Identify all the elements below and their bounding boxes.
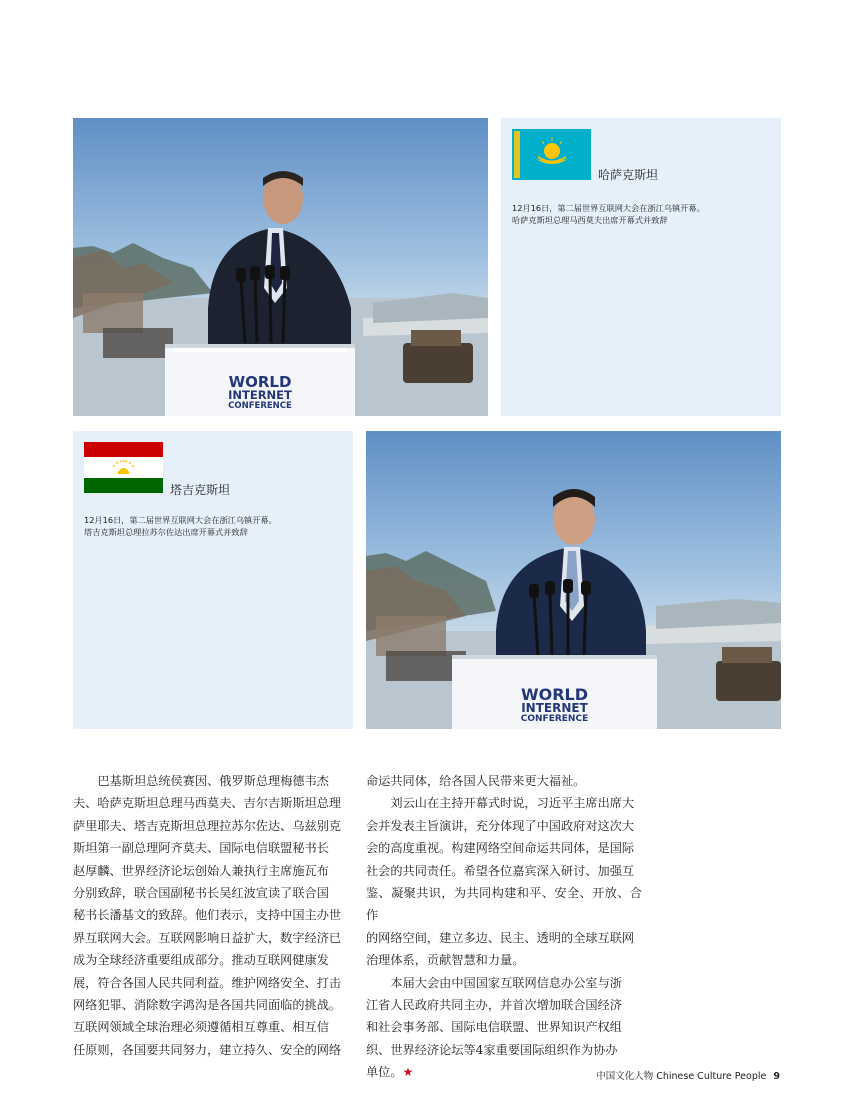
- text-line: 会的高度重视。构建网络空间命运共同体，是国际: [366, 841, 635, 856]
- page-footer: [596, 1068, 780, 1082]
- text-line: 任原则，各国要共同努力，建立持久、安全的网络: [73, 1042, 342, 1057]
- text-line: 赵厚麟、世界经济论坛创始人兼执行主席施瓦布: [73, 863, 329, 878]
- text-line: 的网络空间，建立多边、民主、透明的全球互联网: [366, 930, 635, 945]
- country-name: 哈萨克斯坦: [598, 168, 659, 182]
- text-line: 展，符合各国人民共同利益。维护网络安全、打击: [73, 975, 342, 990]
- podium-logo-line: WORLD: [228, 373, 292, 391]
- caption-line: 12月16日，第二届世界互联网大会在浙江乌镇开幕。: [84, 515, 277, 525]
- text-line: 和社会事务部、国际电信联盟、世界知识产权组: [366, 1020, 622, 1035]
- podium-logo-line: WORLD: [520, 685, 589, 704]
- body-column-right: [366, 770, 642, 1084]
- text-line: 鉴、凝聚共识，为共同构建和平、安全、开放、合作: [366, 886, 642, 923]
- text-line: 巴基斯坦总统侯赛因、俄罗斯总理梅德韦杰: [97, 774, 329, 788]
- text-line: 织、世界经济论坛等4家重要国际组织作为协办: [366, 1042, 618, 1057]
- text-line-end: 单位。: [366, 1065, 403, 1080]
- text-line: 夫、哈萨克斯坦总理马西莫夫、吉尔吉斯斯坦总理: [73, 796, 342, 811]
- magazine-name: 中国文化人物 Chinese Culture People: [596, 1071, 767, 1082]
- text-line: 命运共同体，给各国人民带来更大福祉。: [366, 774, 586, 788]
- photo-kazakhstan-pm: [73, 118, 488, 416]
- text-line: 秘书长潘基文的致辞。他们表示，支持中国主办世: [73, 908, 342, 923]
- podium-logo: [462, 687, 647, 725]
- text-line: 社会的共同责任。希望各位嘉宾深入研讨、加强互: [366, 863, 635, 878]
- podium-logo-line: CONFERENCE: [228, 401, 292, 411]
- text-line: 互联网领域全球治理必须遵循相互尊重、相互信: [73, 1020, 329, 1035]
- body-column-left: [73, 770, 349, 1061]
- text-line: 治理体系，贡献智慧和力量。: [366, 953, 525, 968]
- photo-caption: [512, 202, 774, 226]
- caption-panel-kazakhstan: [501, 118, 781, 416]
- photo-caption: [84, 514, 346, 538]
- tajikistan-flag-icon: [84, 442, 163, 493]
- text-line: 成为全球经济重要组成部分。推动互联网健康发: [73, 953, 329, 968]
- podium-logo-line: INTERNET: [228, 388, 292, 402]
- caption-line: 12月16日，第二届世界互联网大会在浙江乌镇开幕。: [512, 203, 705, 213]
- text-line: 网络犯罪、消除数字鸿沟是各国共同面临的挑战。: [73, 998, 342, 1013]
- country-name: 塔吉克斯坦: [170, 483, 231, 497]
- text-line: 萨里耶夫、塔吉克斯坦总理拉苏尔佐达、乌兹别克: [73, 818, 342, 833]
- text-line: 界互联网大会。互联网影响日益扩大，数字经济已: [73, 930, 342, 945]
- caption-line: 塔吉克斯坦总理拉苏尔佐达出席开幕式并致辞: [84, 527, 248, 537]
- text-line: 刘云山在主持开幕式时说，习近平主席出席大: [390, 796, 635, 811]
- text-line: 江省人民政府共同主办，并首次增加联合国经济: [366, 998, 622, 1013]
- podium-logo: [173, 375, 347, 412]
- caption-line: 哈萨克斯坦总理马西莫夫出席开幕式并致辞: [512, 215, 668, 225]
- page-number: 9: [773, 1071, 780, 1082]
- podium-logo-line: INTERNET: [521, 701, 588, 715]
- text-line: 斯坦第一副总理阿齐莫夫、国际电信联盟秘书长: [73, 841, 329, 856]
- text-line: 会并发表主旨演讲，充分体现了中国政府对这次大: [366, 818, 635, 833]
- caption-panel-tajikistan: [73, 431, 353, 729]
- kazakhstan-flag-icon: [512, 129, 591, 180]
- red-star-icon: ★: [402, 1065, 414, 1080]
- photo-tajikistan-pm: [366, 431, 781, 729]
- text-line: 分别致辞，联合国副秘书长吴红波宣读了联合国: [73, 886, 329, 901]
- text-line: 本届大会由中国国家互联网信息办公室与浙: [390, 975, 622, 990]
- podium-logo-line: CONFERENCE: [520, 714, 589, 724]
